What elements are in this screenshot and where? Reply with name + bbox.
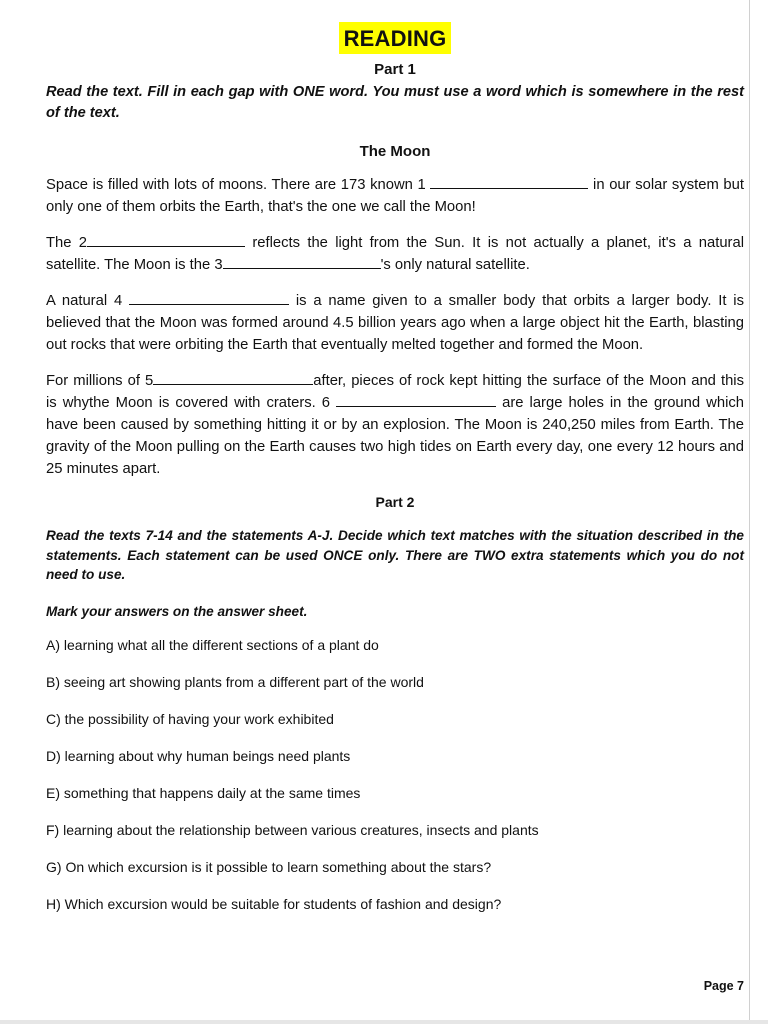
text-heading: The Moon (359, 143, 431, 160)
part1-label: Part 1 (374, 61, 416, 78)
answer-sheet-note: Mark your answers on the answer sheet. (46, 603, 308, 619)
p3-text-a: A natural 4 (46, 293, 130, 309)
part1-instructions: Read the text. Fill in each gap with ONE word. You must use a word which is somewhere in the rest of the text. (46, 84, 744, 121)
statement-e: E) something that happens daily at the same times (46, 784, 361, 801)
p2-text-c: 's only natural satellite. (380, 257, 530, 273)
statement-h: H) Which excursion would be suitable for students of fashion and design? (46, 895, 502, 912)
worksheet-page (46, 22, 744, 914)
statement-d: D) learning about why human beings need plants (46, 747, 351, 764)
gap-6[interactable] (336, 392, 496, 407)
gap-2[interactable] (87, 232, 245, 247)
page-edge-line (749, 0, 750, 1024)
p2-text-a: The 2 (46, 235, 88, 251)
gap-3[interactable] (223, 254, 381, 269)
bottom-shadow (0, 1020, 768, 1024)
page-number: Page 7 (703, 979, 744, 993)
gap-1[interactable] (430, 174, 588, 189)
gap-5[interactable] (153, 370, 313, 385)
p3-text-b: is a name given to a smaller body that orbits a larger body. It is believed that the Moon was formed around 4.5 billion years ago when a large object hit the Earth, blasting out rocks that were orbiting the Earth that eventually melted together and formed the Moon. (46, 293, 744, 353)
paragraph-1 (46, 174, 744, 218)
statement-c: C) the possibility of having your work exhibited (46, 710, 334, 727)
p4-text-a: For millions of 5 (46, 373, 154, 389)
p4-text-c: are large holes in the ground which have been caused by something hitting it or by an explosion. The Moon is 240,250 miles from Earth. The gravity of the Moon pulling on the Earth causes two high tides on Earth every day, one every 12 hours and 25 minutes apart. (46, 395, 744, 477)
part2-label: Part 2 (375, 494, 415, 510)
paragraph-3 (46, 290, 744, 356)
p1-text-b: in our solar system but only one of them orbits the Earth, that's the one we call the Moon! (46, 177, 745, 215)
statement-b: B) seeing art showing plants from a different part of the world (46, 673, 424, 690)
statement-a: A) learning what all the different sections of a plant do (46, 636, 379, 653)
part2-instructions: Read the texts 7-14 and the statements A-J. Decide which text matches with the situation described in the statements. Each statement can be used ONCE only. There are TWO extra statements which you do not need to use. (46, 528, 744, 582)
paragraph-4 (46, 370, 744, 480)
paragraph-2 (46, 232, 744, 276)
gap-4[interactable] (129, 290, 289, 305)
p4-text-b: after, pieces of rock kept hitting the surface of the Moon and this is whythe Moon is covered with craters. 6 (46, 373, 744, 411)
title-row (46, 22, 744, 58)
statement-g: G) On which excursion is it possible to learn something about the stars? (46, 858, 492, 875)
p2-text-b: reflects the light from the Sun. It is not actually a planet, it's a natural satellite. The Moon is the 3 (46, 235, 744, 273)
statement-f: F) learning about the relationship between various creatures, insects and plants (46, 821, 539, 838)
p1-text-a: Space is filled with lots of moons. There are 173 known 1 (46, 177, 431, 193)
page-title: READING (339, 22, 452, 54)
